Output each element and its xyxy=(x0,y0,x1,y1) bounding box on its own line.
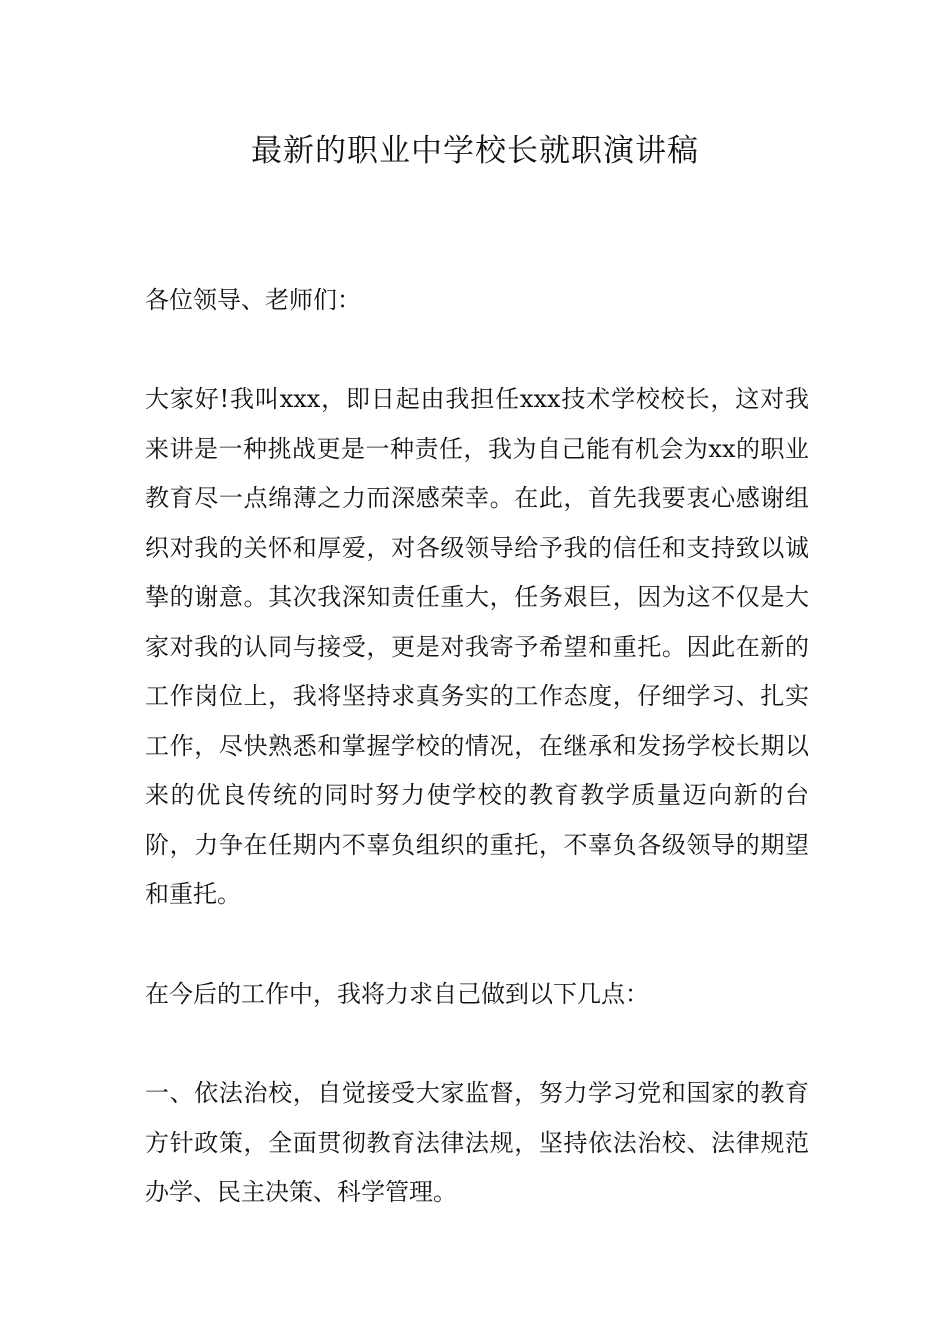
paragraph-point-one: 一、依法治校，自觉接受大家监督，努力学习党和国家的教育方针政策，全面贯彻教育法律法规，坚持依法治校、法律规范办学、民主决策、科学管理。 xyxy=(145,1079,809,1206)
document-title: 最新的职业中学校长就职演讲稿 xyxy=(251,133,699,169)
paragraph-introduction: 大家好!我叫xxx，即日起由我担任xxx技术学校校长，这对我来讲是一种挑战更是一种责任，我为自己能有机会为xx的职业教育尽一点绵薄之力而深感荣幸。在此，首先我要衷心感谢组织对我的关怀和厚爱，对各级领导给予我的信任和支持致以诚挚的谢意。其次我深知责任重大，任务艰巨，因为这不仅是大家对我的认同与接受，更是对我寄予希望和重托。因此在新的工作岗位上，我将坚持求真务实的工作态度，仔细学习、扎实工作，尽快熟悉和掌握学校的情况，在继承和发扬学校长期以来的优良传统的同时努力使学校的教育教学质量迈向新的台阶，力争在任期内不辜负组织的重托，不辜负各级领导的期望和重托。 xyxy=(145,385,809,908)
salutation: 各位领导、老师们： xyxy=(145,286,361,314)
paragraph-transition: 在今后的工作中，我将力求自己做到以下几点： xyxy=(145,980,649,1008)
